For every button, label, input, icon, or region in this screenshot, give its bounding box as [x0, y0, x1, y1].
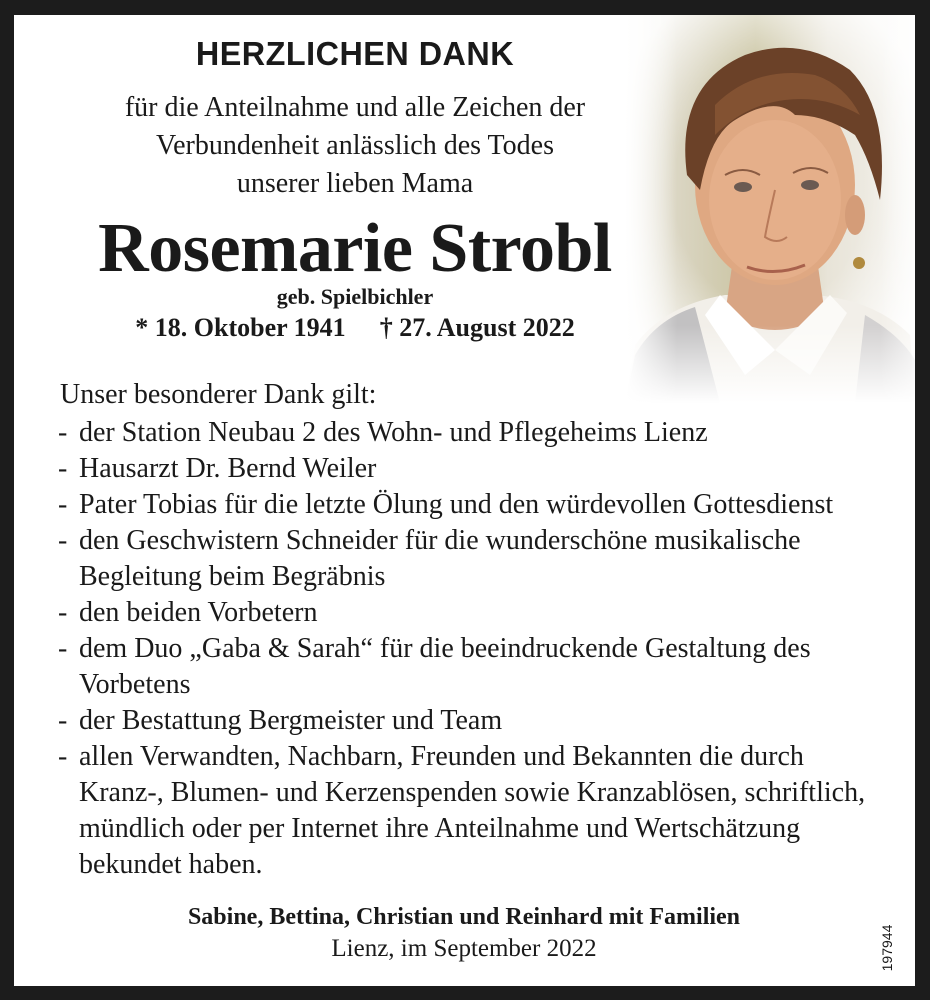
list-dash: - — [58, 489, 68, 520]
thanks-item — [58, 451, 888, 487]
thanks-item — [58, 595, 888, 631]
list-dash: - — [58, 525, 68, 556]
thanks-item-text: den Geschwistern Schneider für die wunderschöne musikalische Begleitung beim Begräbnis — [79, 525, 801, 592]
thanks-intro: Unser besonderer Dank gilt: — [60, 379, 377, 410]
intro-line: für die Anteilnahme und alle Zeichen der — [124, 92, 586, 123]
thanks-item-text: allen Verwandten, Nachbarn, Freunden und Bekannten die durch Kranz-, Blumen- und Kerzenspenden sowie Kranzablösen, schriftlich, mündlich oder per Internet ihre Anteilnahme und Wertschätzung bekundet haben. — [79, 741, 866, 880]
intro-line: Verbundenheit anlässlich des Todes — [156, 130, 554, 161]
list-dash: - — [58, 453, 68, 484]
thanks-item — [58, 487, 888, 523]
maiden-name: geb. Spielbichler — [276, 284, 434, 309]
thanks-item-text: Hausarzt Dr. Bernd Weiler — [79, 453, 377, 484]
thanks-item — [58, 739, 888, 883]
obituary-card — [14, 15, 915, 986]
deceased-name: Rosemarie Strobl — [98, 210, 612, 287]
thanks-item-text: der Bestattung Bergmeister und Team — [79, 705, 503, 736]
thanks-item — [58, 703, 888, 739]
thanks-item-text: dem Duo „Gaba & Sarah“ für die beeindruckende Gestaltung des Vorbetens — [79, 633, 811, 700]
list-dash: - — [58, 417, 68, 448]
thanks-list — [58, 415, 888, 883]
thanks-item-text: der Station Neubau 2 des Wohn- und Pflegeheims Lienz — [79, 417, 708, 448]
thanks-item-text: den beiden Vorbetern — [79, 597, 318, 628]
intro-line: unserer lieben Mama — [236, 168, 474, 199]
life-dates — [14, 311, 696, 345]
headline: HERZLICHEN DANK — [195, 35, 515, 72]
place-date: Lienz, im September 2022 — [331, 935, 597, 962]
portrait-photo — [625, 15, 915, 403]
list-dash: - — [58, 633, 68, 664]
thanks-item — [58, 631, 888, 703]
thanks-item — [58, 523, 888, 595]
thanks-item-text: Pater Tobias für die letzte Ölung und den würdevollen Gottesdienst — [79, 489, 834, 520]
death-date: † 27. August 2022 — [379, 313, 575, 342]
list-dash: - — [58, 597, 68, 628]
birth-date: * 18. Oktober 1941 — [135, 313, 346, 342]
intro-text — [14, 89, 696, 203]
list-dash: - — [58, 741, 68, 772]
list-dash: - — [58, 705, 68, 736]
photo-vignette — [625, 15, 915, 403]
ad-id: 197944 — [879, 924, 895, 972]
thanks-item — [58, 415, 888, 451]
signers: Sabine, Bettina, Christian und Reinhard mit Familien — [187, 904, 741, 930]
